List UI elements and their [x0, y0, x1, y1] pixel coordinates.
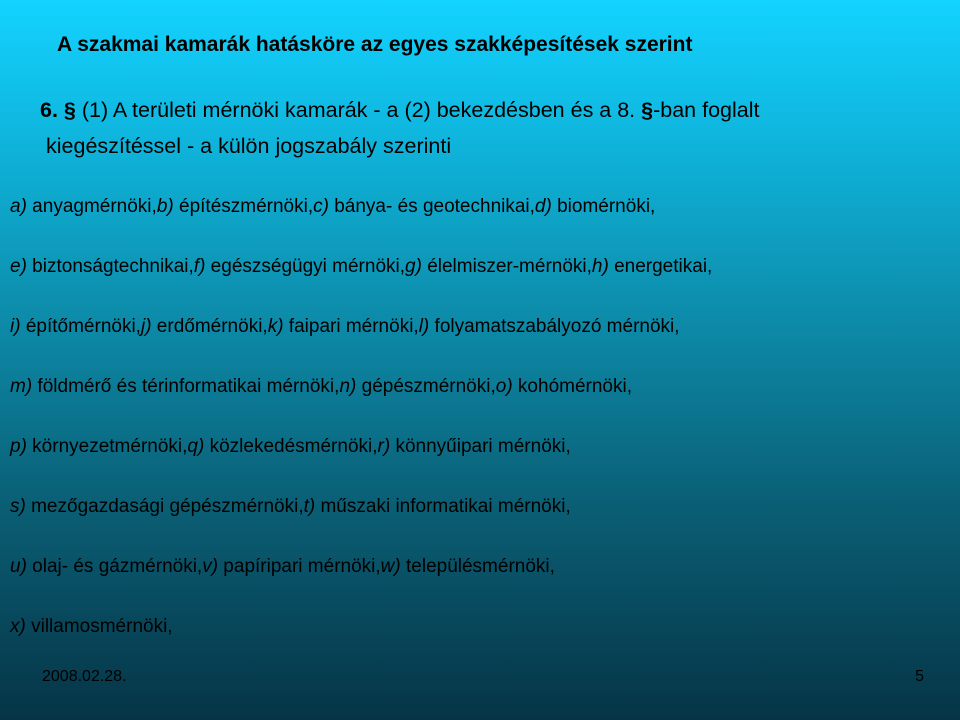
item-text: építőmérnöki, — [20, 316, 141, 337]
item-letter: v) — [202, 556, 219, 577]
item-letter: u) — [10, 556, 27, 577]
item-text: folyamatszabályozó mérnöki, — [429, 316, 680, 337]
item-text: anyagmérnöki, — [26, 196, 157, 217]
profession-list — [10, 188, 950, 668]
profession-line — [10, 428, 950, 488]
item-letter: g) — [405, 256, 422, 277]
item-letter: c) — [313, 196, 329, 217]
footer-date: 2008.02.28. — [42, 668, 127, 685]
item-letter: d) — [534, 196, 552, 217]
item-text: papíripari mérnöki, — [218, 556, 381, 577]
item-text: villamosmérnöki, — [25, 616, 173, 637]
intro-line-1-text: (1) A területi mérnöki kamarák - a (2) bekezdésben és a 8. — [75, 98, 642, 122]
item-text: biztonságtechnikai, — [26, 256, 194, 277]
profession-line — [10, 188, 950, 248]
page-number: 5 — [915, 668, 924, 685]
profession-line — [10, 308, 950, 368]
item-letter: w) — [380, 556, 401, 577]
intro-line-2: kiegészítéssel - a külön jogszabály szerinti — [46, 134, 452, 158]
profession-line — [10, 548, 950, 608]
item-text: kohómérnöki, — [512, 376, 632, 397]
item-text: olaj- és gázmérnöki, — [26, 556, 203, 577]
item-text: könnyűipari mérnöki, — [390, 436, 571, 457]
item-letter: x) — [10, 616, 26, 637]
item-letter: o) — [495, 376, 513, 397]
intro-line-1-tail: -ban foglalt — [653, 98, 760, 122]
item-letter: l) — [418, 316, 430, 337]
item-text: közlekedésmérnöki, — [204, 436, 378, 457]
item-letter: i) — [10, 316, 21, 337]
profession-line — [10, 368, 950, 428]
profession-line — [10, 488, 950, 548]
item-text: bánya- és geotechnikai, — [328, 196, 535, 217]
slide-title: A szakmai kamarák hatásköre az egyes szakképesítések szerint — [57, 33, 693, 56]
item-letter: n) — [339, 376, 357, 397]
item-letter: t) — [303, 496, 316, 517]
item-text: mezőgazdasági gépészmérnöki, — [25, 496, 304, 517]
item-text: élelmiszer-mérnöki, — [421, 256, 592, 277]
item-letter: p) — [10, 436, 27, 457]
item-text: erdőmérnöki, — [151, 316, 268, 337]
section-sign-inline: § — [641, 98, 654, 122]
profession-line — [10, 248, 950, 308]
item-letter: q) — [187, 436, 205, 457]
item-text: egészségügyi mérnöki, — [205, 256, 406, 277]
item-text: biomérnöki, — [551, 196, 656, 217]
item-letter: s) — [10, 496, 26, 517]
item-letter: m) — [10, 376, 33, 397]
item-text: földmérő és térinformatikai mérnöki, — [32, 376, 340, 397]
item-text: energetikai, — [608, 256, 713, 277]
item-text: környezetmérnöki, — [26, 436, 188, 457]
item-letter: r) — [377, 436, 391, 457]
profession-line — [10, 608, 950, 668]
item-letter: j) — [140, 316, 152, 337]
item-letter: e) — [10, 256, 27, 277]
item-text: építészmérnöki, — [173, 196, 314, 217]
item-letter: b) — [156, 196, 174, 217]
item-text: műszaki informatikai mérnöki, — [315, 496, 571, 517]
item-text: faipari mérnöki, — [283, 316, 419, 337]
intro-line-1 — [40, 92, 936, 128]
item-letter: a) — [10, 196, 27, 217]
item-letter: f) — [193, 256, 206, 277]
paragraph-number: 6. — [40, 98, 58, 122]
item-letter: k) — [267, 316, 284, 337]
item-text: településmérnöki, — [400, 556, 555, 577]
item-letter: h) — [591, 256, 609, 277]
item-text: gépészmérnöki, — [356, 376, 496, 397]
intro-paragraph — [40, 92, 936, 164]
section-sign: § — [63, 98, 76, 122]
